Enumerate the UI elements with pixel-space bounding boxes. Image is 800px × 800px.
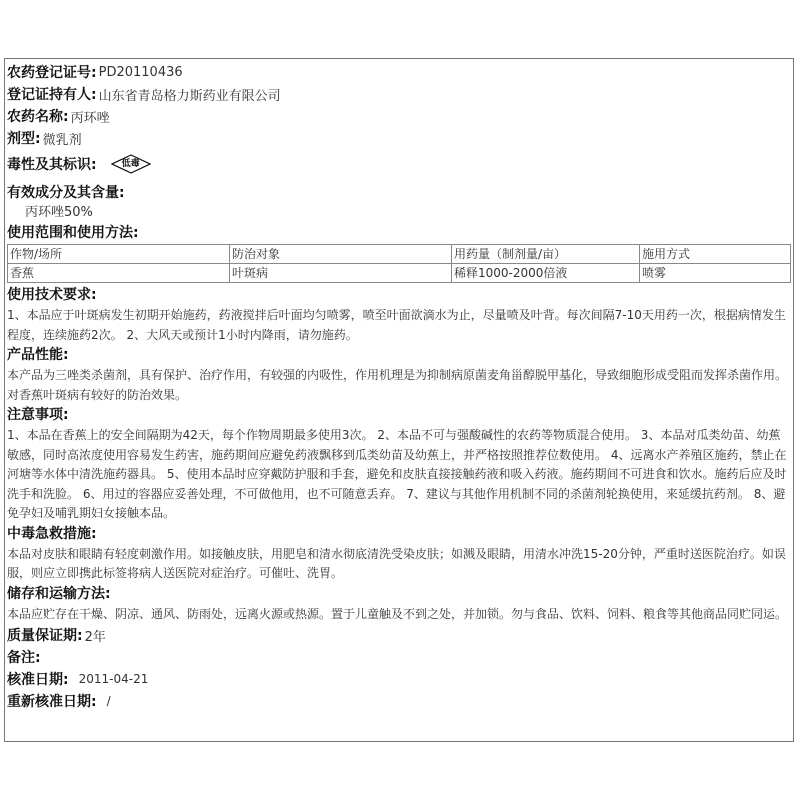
firstaid-label: 中毒急救措施:	[7, 525, 97, 542]
reg-no-value: PD20110436	[98, 64, 183, 80]
usage-cell-target: 叶斑病	[230, 264, 452, 283]
toxicity-badge-text: 低毒	[121, 159, 140, 169]
reg-no-label: 农药登记证号:	[7, 65, 97, 81]
holder-label: 登记证持有人:	[7, 87, 97, 103]
remark-label: 备注:	[7, 650, 41, 666]
toxicity-diamond-icon	[111, 154, 151, 174]
name-row	[7, 105, 791, 127]
reg-no-row	[7, 61, 791, 83]
approve-value: 2011-04-21	[78, 672, 149, 686]
form-value: 微乳剂	[42, 132, 82, 148]
usage-header-dosage: 用药量（制剂量/亩）	[452, 245, 640, 264]
usage-table	[7, 244, 791, 283]
reapprove-value: /	[106, 694, 111, 708]
warranty-value: 2年	[84, 629, 106, 645]
name-value: 丙环唑	[70, 110, 110, 126]
storage-label: 储存和运输方法:	[7, 585, 111, 602]
tech-label: 使用技术要求:	[7, 287, 97, 303]
reapprove-row	[7, 690, 791, 712]
notes-label: 注意事项:	[7, 407, 69, 423]
usage-header-method: 施用方式	[640, 245, 791, 264]
usage-label: 使用范围和使用方法:	[7, 225, 139, 241]
ingredient-value: 丙环唑50%	[25, 205, 93, 220]
usage-cell-crop: 香蕉	[8, 264, 230, 283]
usage-cell-method: 喷雾	[640, 264, 791, 283]
form-row	[7, 127, 791, 149]
usage-header-crop: 作物/场所	[8, 245, 230, 264]
usage-header-target: 防治对象	[230, 245, 452, 264]
holder-row	[7, 83, 791, 105]
usage-cell-dosage: 稀释1000-2000倍液	[452, 264, 640, 283]
warranty-label: 质量保证期:	[7, 628, 83, 644]
name-label: 农药名称:	[7, 109, 69, 125]
performance-label: 产品性能:	[7, 347, 69, 363]
pesticide-registration-card	[4, 58, 794, 742]
toxicity-label: 毒性及其标识:	[7, 157, 97, 173]
holder-value: 山东省青岛格力斯药业有限公司	[98, 88, 281, 104]
firstaid-text: 本品对皮肤和眼睛有轻度刺激作用。如接触皮肤，用肥皂和清水彻底清洗受染皮肤；如溅及眼睛，用清水冲洗15-20分钟，严重时送医院治疗。如误服，则应立即携此标签将病人送医院对症治疗。可催吐、洗胃。	[7, 546, 786, 580]
usage-header-row	[8, 245, 791, 264]
reapprove-label: 重新核准日期:	[7, 694, 97, 710]
ingredient-label: 有效成分及其含量:	[7, 185, 125, 201]
notes-text: 1、本品在香蕉上的安全间隔期为42天，每个作物周期最多使用3次。 2、本品不可与强酸碱性的农药等物质混合使用。 3、本品对瓜类幼苗、幼蕉敏感，同时高浓度使用容易发生药害，施药期间应避免药液飘移到瓜类幼苗及幼蕉上，并严格按照推荐位数使用。 4、远离水产养殖区施药，禁止在河塘等水体中清洗施药器具。 5、使用本品时应穿戴防护服和手套，避免和皮肤直接接触药液和吸入药液。施药期间不可进食和饮水。施药后应及时洗手和洗脸。 6、用过的容器应妥善处理，不可做他用，也不可随意丢弃。 7、建议与其他作用机制不同的杀菌剂轮换使用，来延缓抗药剂。 8、避免孕妇及哺乳期妇女接触本品。	[7, 428, 787, 520]
ingredient-row	[7, 181, 791, 203]
warranty-row	[7, 624, 791, 646]
approve-label: 核准日期:	[7, 672, 69, 688]
approve-row	[7, 668, 791, 690]
table-row	[8, 264, 791, 283]
storage-text: 本品应贮存在干燥、阴凉、通风、防雨处，远离火源或热源。置于儿童触及不到之处，并加锁。勿与食品、饮料、饲料、粮食等其他商品同贮同运。	[7, 606, 788, 621]
toxicity-row	[7, 149, 791, 179]
remark-row	[7, 646, 791, 668]
tech-text: 1、本品应于叶斑病发生初期开始施药，药液搅拌后叶面均匀喷雾，喷至叶面欲滴水为止，尽量喷及叶背。每次间隔7-10天用药一次，根据病情发生程度，连续施药2次。 2、大风天或预计1小时内降雨，请勿施药。	[7, 308, 786, 342]
form-label: 剂型:	[7, 131, 41, 147]
performance-text: 本产品为三唑类杀菌剂，具有保护、治疗作用，有较强的内吸性，作用机理是为抑制病原菌麦角甾醇脱甲基化，导致细胞形成受阻而发挥杀菌作用。对香蕉叶斑病有较好的防治效果。	[7, 368, 788, 402]
